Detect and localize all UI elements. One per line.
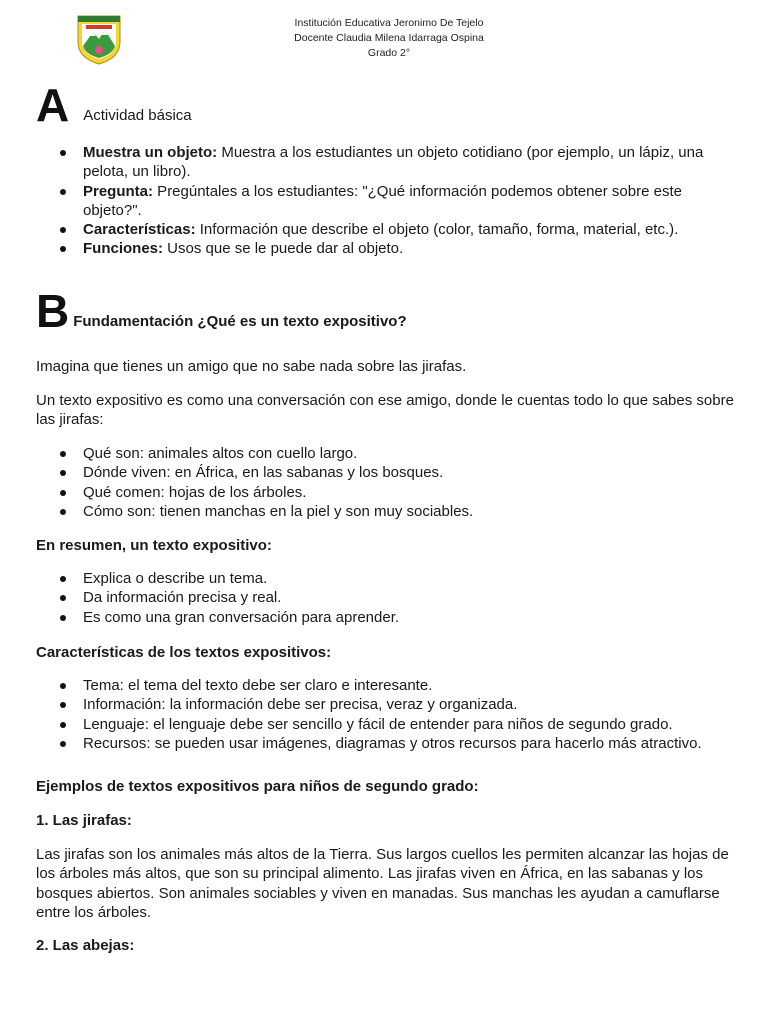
list-item: Recursos: se pueden usar imágenes, diagramas y otros recursos para hacerlo más atractivo. — [36, 734, 736, 753]
list-item: Dónde viven: en África, en las sabanas y los bosques. — [36, 463, 736, 482]
list-item: Es como una gran conversación para aprender. — [36, 608, 736, 627]
section-b-title: Fundamentación ¿Qué es un texto expositivo? — [73, 313, 407, 330]
list-item: Muestra un objeto: Muestra a los estudiantes un objeto cotidiano (por ejemplo, un lápiz, una pelota, un libro). — [36, 143, 736, 182]
features-heading: Características de los textos expositivos: — [36, 644, 332, 661]
intro-paragraph-2: Un texto expositivo es como una conversación con ese amigo, donde le cuentas todo lo que sabes sobre las jirafas: — [36, 392, 734, 429]
list-item: Funciones: Usos que se le puede dar al objeto. — [36, 239, 736, 258]
example-1-text: Las jirafas son los animales más altos de la Tierra. Sus largos cuellos les permiten alcanzar las hojas de los árboles más altos, que son su principal alimento. Las jirafas viven en África, en las sabanas y los bosques abiertos. Son animales sociables y viven en manadas. Sus manchas les ayudan a camuflarse entre los árboles. — [36, 846, 729, 921]
list-item: Explica o describe un tema. — [36, 569, 736, 588]
section-a-list — [36, 143, 736, 259]
giraffe-list — [36, 444, 736, 521]
section-a-heading — [36, 79, 192, 131]
school-crest-logo — [76, 12, 122, 66]
document-header — [250, 16, 528, 61]
section-a-letter: A — [36, 79, 70, 131]
list-item: Cómo son: tienen manchas en la piel y son muy sociables. — [36, 502, 736, 521]
list-item: Da información precisa y real. — [36, 588, 736, 607]
list-item: Qué son: animales altos con cuello largo. — [36, 444, 736, 463]
list-item: Qué comen: hojas de los árboles. — [36, 483, 736, 502]
section-a-title: Actividad básica — [83, 107, 192, 124]
list-item: Información: la información debe ser precisa, veraz y organizada. — [36, 695, 736, 714]
intro-paragraph-1: Imagina que tienes un amigo que no sabe nada sobre las jirafas. — [36, 358, 467, 375]
list-item: Lenguaje: el lenguaje debe ser sencillo y fácil de entender para niños de segundo grado. — [36, 715, 736, 734]
header-teacher: Docente Claudia Milena Idarraga Ospina — [294, 32, 484, 44]
section-b-heading — [36, 285, 407, 337]
examples-heading: Ejemplos de textos expositivos para niños de segundo grado: — [36, 778, 479, 795]
summary-list — [36, 569, 736, 627]
summary-heading: En resumen, un texto expositivo: — [36, 537, 272, 554]
list-item: Tema: el tema del texto debe ser claro e interesante. — [36, 676, 736, 695]
list-item: Pregunta: Pregúntales a los estudiantes: "¿Qué información podemos obtener sobre este objeto?". — [36, 182, 736, 221]
example-1-heading: 1. Las jirafas: — [36, 812, 132, 829]
section-b-letter: B — [36, 285, 70, 337]
list-item: Características: Información que describe el objeto (color, tamaño, forma, material, etc.). — [36, 220, 736, 239]
features-list — [36, 676, 736, 753]
header-grade: Grado 2° — [367, 47, 411, 59]
example-2-heading: 2. Las abejas: — [36, 937, 135, 954]
header-institution: Institución Educativa Jeronimo De Tejelo — [294, 17, 484, 29]
